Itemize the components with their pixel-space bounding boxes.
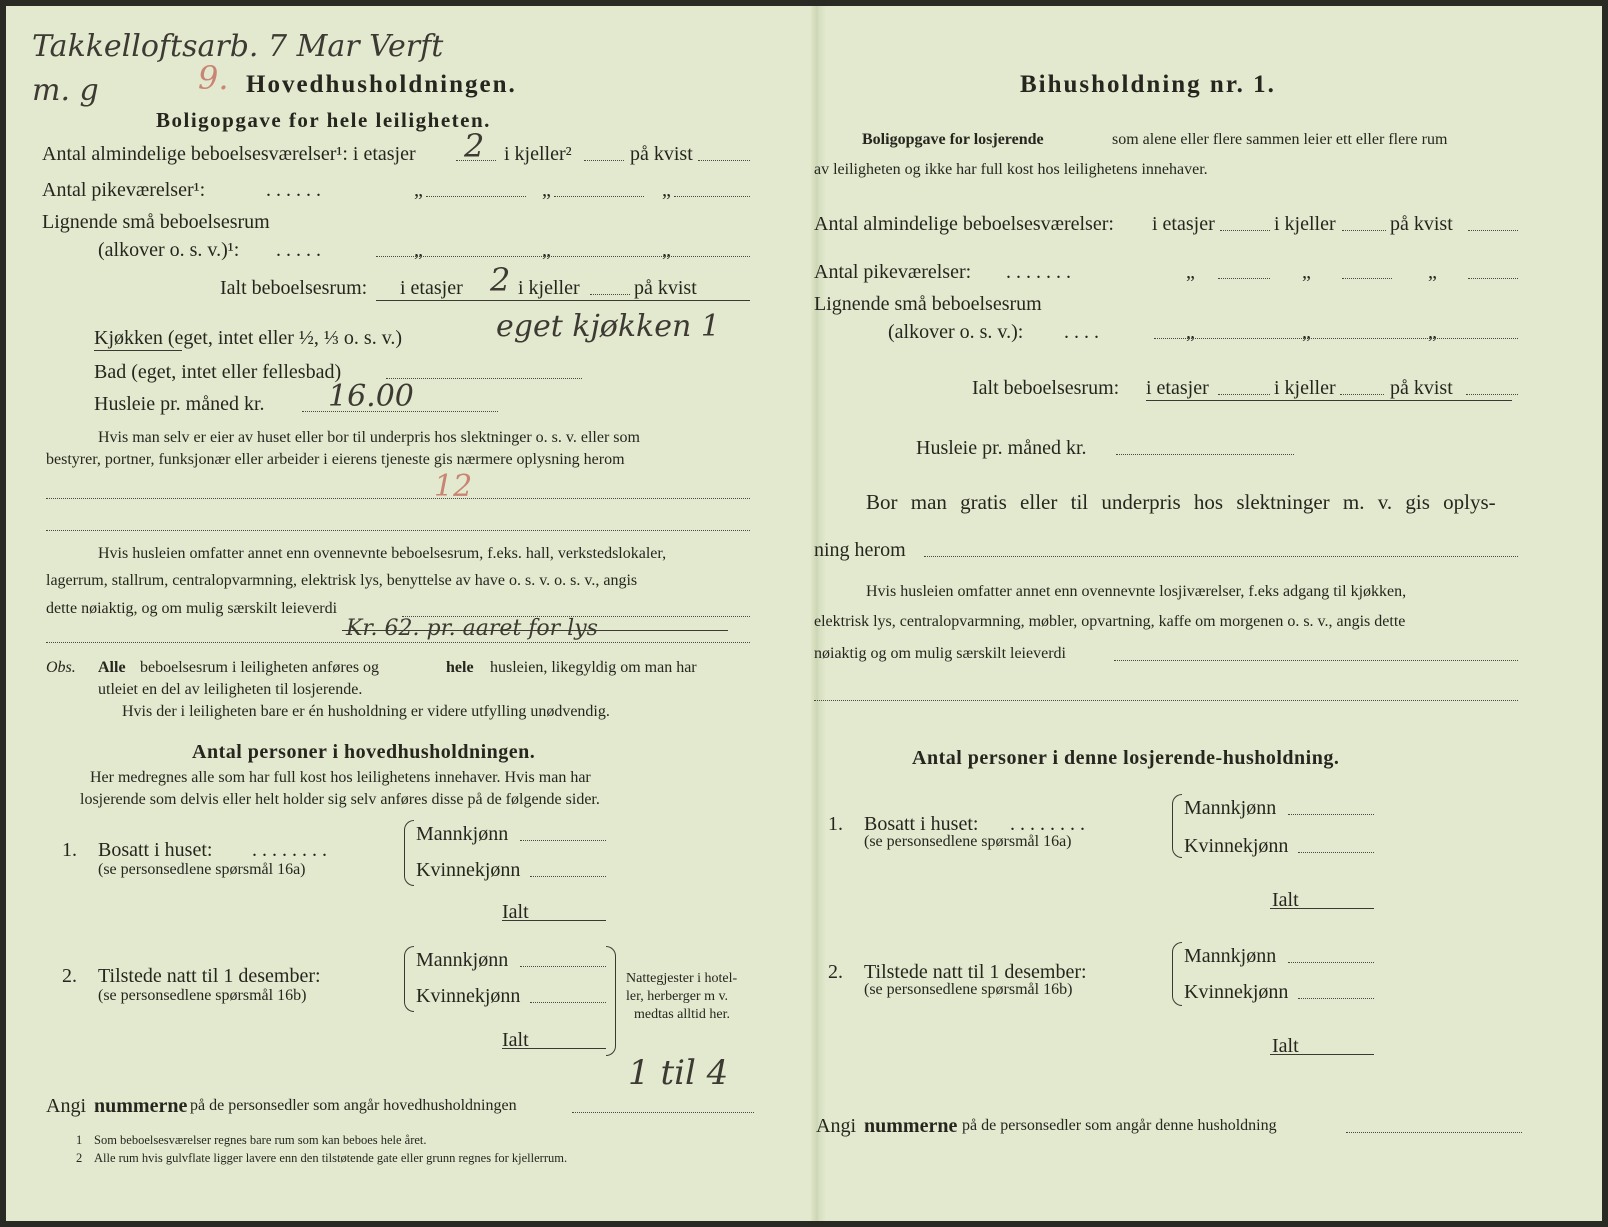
field-person-numbers[interactable] — [1346, 1132, 1522, 1133]
label-male: Mannkjønn — [1184, 945, 1277, 967]
ditto-mark: „ — [662, 179, 671, 201]
field-total-basement[interactable] — [590, 294, 630, 295]
field-rental-value[interactable] — [1114, 660, 1518, 661]
obs-text-a: beboelsesrum i leiligheten anføres og — [140, 659, 380, 676]
includes-text-line3: dette nøiaktig, og om mulig særskilt leieverdi — [46, 600, 338, 617]
field-total-floors[interactable] — [1218, 394, 1270, 395]
label-total: Ialt — [1272, 889, 1299, 911]
label-ordinary-rooms: Antal almindelige beboelsesværelser¹: i etasjer — [42, 143, 416, 165]
handwritten-mg: m. g — [32, 73, 99, 108]
label-in-basement: i kjeller² — [504, 143, 572, 165]
label-in-attic: på kvist — [630, 143, 693, 165]
field-present-male[interactable] — [1288, 962, 1374, 963]
section-title-persons: Antal personer i hovedhusholdningen. — [192, 741, 536, 763]
bracket — [1172, 794, 1182, 858]
label-in-basement: i kjeller — [1274, 377, 1336, 399]
label-alcoves: (alkover o. s. v.)¹: — [98, 239, 240, 261]
ditto-mark: „ — [1186, 261, 1195, 283]
label-total: Ialt — [502, 901, 529, 923]
field-rent[interactable] — [1116, 454, 1294, 455]
field-resident-male[interactable] — [1288, 814, 1374, 815]
total-underline — [1146, 400, 1512, 401]
ditto-mark: „ — [542, 179, 551, 201]
intro-text-a: som alene eller flere sammen leier ett eller flere rum — [1112, 131, 1448, 148]
field-resident-female[interactable] — [530, 876, 606, 877]
intro-bold: Boligopgave for losjerende — [862, 131, 1044, 148]
field-ordinary-attic[interactable] — [1468, 230, 1518, 231]
resident-sub: (se personsedlene spørsmål 16a) — [98, 861, 306, 878]
handwritten-rent: 16.00 — [328, 379, 414, 414]
label-total: Ialt — [1272, 1035, 1299, 1057]
total-underline — [376, 300, 750, 301]
label-resident: Bosatt i huset: — [98, 839, 213, 861]
field-alcoves[interactable] — [376, 256, 750, 257]
label-maid-rooms: Antal pikeværelser: — [814, 261, 972, 283]
bracket — [404, 820, 414, 886]
maid-rooms-dots: . . . . . . . — [1006, 261, 1071, 283]
label-alcoves: (alkover o. s. v.): — [888, 321, 1024, 343]
census-form-sheet — [6, 6, 1602, 1221]
ditto-mark: „ — [1302, 261, 1311, 283]
field-maid-attic[interactable] — [674, 196, 750, 197]
includes-text-line2: elektrisk lys, centralopvarmning, møbler, opvartning, kaffe om morgenen o. s. v., angis dette — [814, 613, 1406, 630]
present-sub: (se personsedlene spørsmål 16b) — [98, 987, 307, 1004]
included-line1: Her medregnes alle som har full kost hos leilighetens innehaver. Hvis man har — [90, 769, 591, 786]
handwritten-rental-value: Kr. 62. pr. aaret for lys — [346, 616, 598, 641]
field-rent[interactable] — [302, 411, 498, 412]
label-in-attic: på kvist — [1390, 213, 1453, 235]
resident-dots: . . . . . . . . — [1010, 813, 1085, 835]
label-in-floors: i etasjer — [1152, 213, 1215, 235]
field-owner-info-1[interactable] — [46, 498, 750, 499]
label-similar-rooms: Lignende små beboelsesrum — [42, 211, 270, 233]
footnote-mark: 2 — [76, 1151, 83, 1165]
angi-text: på de personsedler som angår denne husholdning — [962, 1117, 1277, 1134]
item-number-2: 2. — [62, 965, 77, 987]
ditto-mark: „ — [1428, 261, 1437, 283]
free-rent-line2: ning herom — [814, 539, 906, 561]
owner-text-line2: bestyrer, portner, funksjonær eller arbeider i eierens tjeneste gis nærmere oplysning herom — [46, 451, 625, 468]
intro-text-b: av leiligheten og ikke har full kost hos leilighetens innehaver. — [814, 161, 1208, 178]
label-female: Kvinnekjønn — [1184, 835, 1289, 857]
kitchen-underline — [94, 350, 182, 351]
field-ordinary-attic[interactable] — [698, 160, 750, 161]
included-line2: losjerende som delvis eller helt holder sig selv anføres disse på de følgende sider. — [80, 791, 600, 808]
field-present-male[interactable] — [520, 966, 606, 967]
alcoves-dots: . . . . . — [276, 239, 321, 261]
resident-dots: . . . . . . . . — [252, 839, 327, 861]
label-bath: Bad (eget, intet eller fellesbad) — [94, 361, 342, 383]
field-free-rent-info[interactable] — [924, 556, 1518, 557]
handwritten-red-twelve: 12 — [434, 469, 473, 504]
free-rent-line1: Bor man gratis eller til underpris hos slektninger m. v. gis oplys- — [866, 490, 1496, 514]
field-ordinary-basement[interactable] — [1342, 230, 1386, 231]
obs-all: Alle — [98, 659, 126, 676]
field-ordinary-basement[interactable] — [584, 160, 624, 161]
includes-text-line1: Hvis husleien omfatter annet enn ovennevnte losjiværelser, f.eks adgang til kjøkken, — [866, 583, 1407, 600]
field-total-basement[interactable] — [1340, 394, 1384, 395]
field-present-female[interactable] — [1298, 998, 1374, 999]
label-male: Mannkjønn — [416, 949, 509, 971]
field-rental-value-2[interactable] — [814, 700, 1518, 701]
footnote-mark: 1 — [76, 1133, 83, 1147]
ditto-mark: „ — [1186, 321, 1195, 343]
ditto-mark: „ — [414, 239, 423, 261]
label-total-rooms: Ialt beboelsesrum: — [972, 377, 1120, 399]
bracket — [1172, 942, 1182, 1006]
bracket-right — [606, 946, 616, 1056]
strikethrough-line — [342, 630, 728, 631]
label-male: Mannkjønn — [416, 823, 509, 845]
label-numbers: nummerne — [864, 1115, 958, 1137]
present-sub: (se personsedlene spørsmål 16b) — [864, 981, 1073, 998]
label-kitchen: Kjøkken (eget, intet eller ½, ⅓ o. s. v.) — [94, 327, 403, 349]
obs-line3: Hvis der i leiligheten bare er én husholdning er videre utfylling unødvendig. — [122, 703, 610, 720]
maid-rooms-dots: . . . . . . — [266, 179, 321, 201]
item-number-1: 1. — [828, 813, 843, 835]
obs-label: Obs. — [46, 659, 76, 676]
field-maid-basement[interactable] — [554, 196, 644, 197]
includes-text-line1: Hvis husleien omfatter annet enn ovennevnte beboelsesrum, f.eks. hall, verkstedslokaler, — [98, 545, 667, 562]
ditto-mark: „ — [662, 239, 671, 261]
resident-sub: (se personsedlene spørsmål 16a) — [864, 833, 1072, 850]
handwritten-person-numbers: 1 til 4 — [628, 1053, 729, 1093]
field-ordinary-floors[interactable] — [1220, 230, 1270, 231]
alcoves-dots: . . . . — [1064, 321, 1099, 343]
field-total-attic[interactable] — [1466, 394, 1518, 395]
label-in-attic: på kvist — [634, 277, 697, 299]
field-maid-floors[interactable] — [426, 196, 526, 197]
label-female: Kvinnekjønn — [1184, 981, 1289, 1003]
label-female: Kvinnekjønn — [416, 859, 521, 881]
label-resident: Bosatt i huset: — [864, 813, 979, 835]
field-maid-attic[interactable] — [1468, 278, 1518, 279]
ditto-mark: „ — [542, 239, 551, 261]
label-female: Kvinnekjønn — [416, 985, 521, 1007]
section-title-persons: Antal personer i denne losjerende-husholdning. — [912, 747, 1340, 769]
footnote-1: Som beboelsesværelser regnes bare rum som kan beboes hele året. — [94, 1133, 427, 1147]
label-in-floors: i etasjer — [400, 277, 463, 299]
obs-line2: utleiet en del av leiligheten til losjerende. — [98, 681, 363, 698]
label-maid-rooms: Antal pikeværelser¹: — [42, 179, 206, 201]
handwritten-ordinary-floors: 2 — [464, 127, 485, 165]
label-in-floors: i etasjer — [1146, 377, 1209, 399]
page-title-main-household: Hovedhusholdningen. — [246, 71, 517, 98]
owner-text-line1: Hvis man selv er eier av huset eller bor til underpris hos slektninger o. s. v. eller som — [98, 429, 640, 446]
label-in-attic: på kvist — [1390, 377, 1453, 399]
field-present-total[interactable] — [1270, 1054, 1374, 1055]
label-rent: Husleie pr. måned kr. — [94, 393, 265, 415]
field-maid-floors[interactable] — [1218, 278, 1270, 279]
field-present-female[interactable] — [530, 1002, 606, 1003]
ditto-mark: „ — [1302, 321, 1311, 343]
bracket — [404, 946, 414, 1012]
angi-text: på de personsedler som angår hovedhusholdningen — [190, 1097, 517, 1114]
includes-text-line3: nøiaktig og om mulig særskilt leieverdi — [814, 645, 1066, 662]
handwritten-kitchen: eget kjøkken 1 — [496, 309, 720, 344]
handwritten-occupation: Takkelloftsarb. 7 Mar Verft — [32, 29, 444, 64]
handwritten-total-floors: 2 — [490, 261, 511, 299]
label-in-basement: i kjeller — [1274, 213, 1336, 235]
label-total-rooms: Ialt beboelsesrum: — [220, 277, 368, 299]
includes-text-line2: lagerrum, stallrum, centralopvarmning, elektrisk lys, benyttelse av have o. s. v. o. s. v., angis — [46, 572, 638, 589]
ditto-mark: „ — [1428, 321, 1437, 343]
item-number-1: 1. — [62, 839, 77, 861]
item-number-2: 2. — [828, 961, 843, 983]
label-state: Angi — [46, 1095, 86, 1117]
page-subtitle: Boligopgave for hele leiligheten. — [156, 108, 491, 132]
label-total: Ialt — [502, 1029, 529, 1051]
field-alcoves[interactable] — [1154, 338, 1518, 339]
label-similar-rooms: Lignende små beboelsesrum — [814, 293, 1042, 315]
page-title-sub-household: Bihusholdning nr. 1. — [1020, 71, 1276, 98]
night-guests-line2: ler, herberger m v. — [626, 989, 729, 1004]
field-owner-info-2[interactable] — [46, 530, 750, 531]
night-guests-line3: medtas alltid her. — [634, 1007, 731, 1022]
handwritten-red-number: 9. — [198, 59, 229, 97]
field-resident-total[interactable] — [502, 920, 606, 921]
field-rental-value-2[interactable] — [46, 642, 750, 643]
field-resident-female[interactable] — [1298, 852, 1374, 853]
label-ordinary-rooms: Antal almindelige beboelsesværelser: — [814, 213, 1114, 235]
label-present: Tilstede natt til 1 desember: — [98, 965, 321, 987]
label-numbers: nummerne — [94, 1095, 188, 1117]
field-resident-total[interactable] — [1270, 908, 1374, 909]
label-male: Mannkjønn — [1184, 797, 1277, 819]
field-person-numbers[interactable] — [572, 1112, 754, 1113]
obs-whole: hele — [446, 659, 474, 676]
night-guests-line1: Nattegjester i hotel- — [626, 971, 738, 986]
field-present-total[interactable] — [502, 1048, 606, 1049]
obs-text-b: husleien, likegyldig om man har — [490, 659, 697, 676]
ditto-mark: „ — [414, 179, 423, 201]
label-state: Angi — [816, 1115, 856, 1137]
label-present: Tilstede natt til 1 desember: — [864, 961, 1087, 983]
label-rent: Husleie pr. måned kr. — [916, 437, 1087, 459]
footnote-2: Alle rum hvis gulvflate ligger lavere enn den tilstøtende gate eller grunn regnes for kjellerrum. — [94, 1151, 568, 1165]
field-resident-male[interactable] — [520, 840, 606, 841]
field-maid-basement[interactable] — [1342, 278, 1392, 279]
label-in-basement: i kjeller — [518, 277, 580, 299]
field-bath[interactable] — [386, 378, 582, 379]
